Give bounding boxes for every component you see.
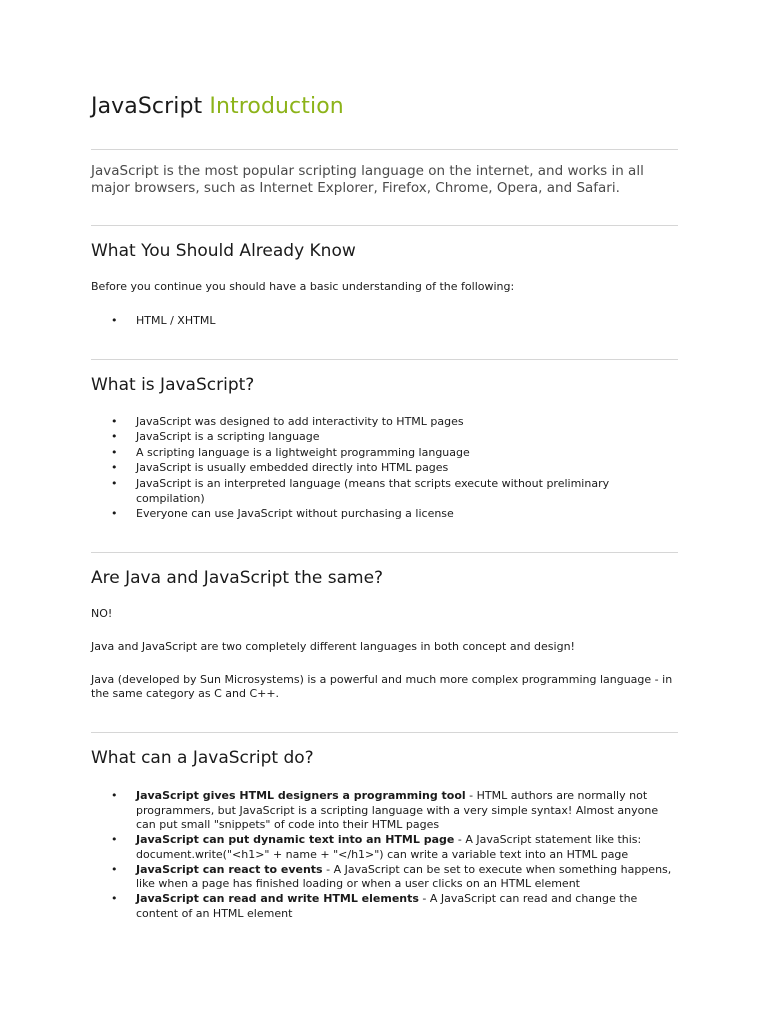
- bullet-icon: •: [111, 430, 118, 444]
- list-item-text: - HTML authors are normally not programmers, but JavaScript is a scripting language with a very simple syntax! Almost anyone can put small "snippets" of code into their HTML pages: [136, 789, 659, 832]
- same-answer: NO!: [91, 607, 113, 620]
- list-item-text: JavaScript is an interpreted language (means that scripts execute without preliminary compilation): [136, 476, 610, 506]
- divider: [91, 359, 678, 360]
- list-item: [91, 833, 678, 862]
- same-paragraph-1: Java and JavaScript are two completely different languages in both concept and design!: [91, 640, 575, 653]
- bullet-icon: •: [111, 833, 118, 847]
- bullet-icon: •: [111, 507, 118, 521]
- section-heading-do: What can a JavaScript do?: [91, 748, 314, 768]
- divider: [91, 225, 678, 226]
- list-item-text: - A JavaScript can read and change the content of an HTML element: [136, 891, 638, 920]
- intro-paragraph: JavaScript is the most popular scripting language on the internet, and works in all major browsers, such as Internet Explorer, Firefox, Chrome, Opera, and Safari.: [91, 163, 644, 196]
- list-item: [91, 460, 678, 475]
- bullet-icon: •: [111, 789, 118, 802]
- title-accent: Introduction: [209, 94, 344, 119]
- section-heading-same: Are Java and JavaScript the same?: [91, 568, 384, 588]
- list-item: [91, 429, 678, 444]
- bullet-icon: •: [111, 476, 118, 490]
- know-list: [91, 313, 678, 328]
- list-item: [91, 476, 678, 507]
- title-main: JavaScript: [91, 94, 203, 119]
- list-item-text: HTML / XHTML: [136, 314, 216, 327]
- page-title: [91, 94, 344, 119]
- do-list: [91, 789, 678, 921]
- know-intro-text: Before you continue you should have a basic understanding of the following:: [91, 280, 515, 293]
- list-item-bold: JavaScript can react to events: [136, 862, 323, 876]
- list-item: [91, 445, 678, 460]
- bullet-icon: •: [111, 314, 118, 327]
- list-item: [91, 414, 678, 429]
- bullet-icon: •: [111, 445, 118, 459]
- list-item-text: JavaScript is usually embedded directly into HTML pages: [136, 461, 449, 475]
- list-item-bold: JavaScript gives HTML designers a programming tool: [136, 789, 466, 802]
- list-item-text: JavaScript was designed to add interactivity to HTML pages: [136, 415, 464, 428]
- list-item-text: - A JavaScript statement like this: document.write("<h1>" + name + "</h1>") can write a variable text into an HTML page: [136, 833, 642, 861]
- section-heading-what: What is JavaScript?: [91, 375, 255, 395]
- list-item-text: A scripting language is a lightweight programming language: [136, 445, 470, 459]
- what-list: [91, 414, 678, 522]
- list-item-text: - A JavaScript can be set to execute when something happens, like when a page has finished loading or when a user clicks on an HTML element: [136, 862, 672, 891]
- list-item: [91, 892, 678, 921]
- list-item: [91, 506, 678, 521]
- same-paragraph-2: Java (developed by Sun Microsystems) is a powerful and much more complex programming language - in the same category as C and C++.: [91, 673, 673, 700]
- bullet-icon: •: [111, 461, 118, 475]
- divider: [91, 732, 678, 733]
- bullet-icon: •: [111, 415, 118, 428]
- list-item-text: JavaScript is a scripting language: [136, 430, 320, 444]
- list-item: [91, 789, 678, 833]
- list-item-bold: JavaScript can put dynamic text into an HTML page: [136, 833, 455, 847]
- bullet-icon: •: [111, 891, 118, 905]
- divider: [91, 552, 678, 553]
- section-heading-know: What You Should Already Know: [91, 241, 356, 261]
- list-item-bold: JavaScript can read and write HTML elements: [136, 891, 419, 905]
- list-item-text: Everyone can use JavaScript without purchasing a license: [136, 507, 454, 521]
- divider: [91, 149, 678, 150]
- bullet-icon: •: [111, 862, 118, 876]
- list-item: [91, 313, 678, 328]
- list-item: [91, 863, 678, 892]
